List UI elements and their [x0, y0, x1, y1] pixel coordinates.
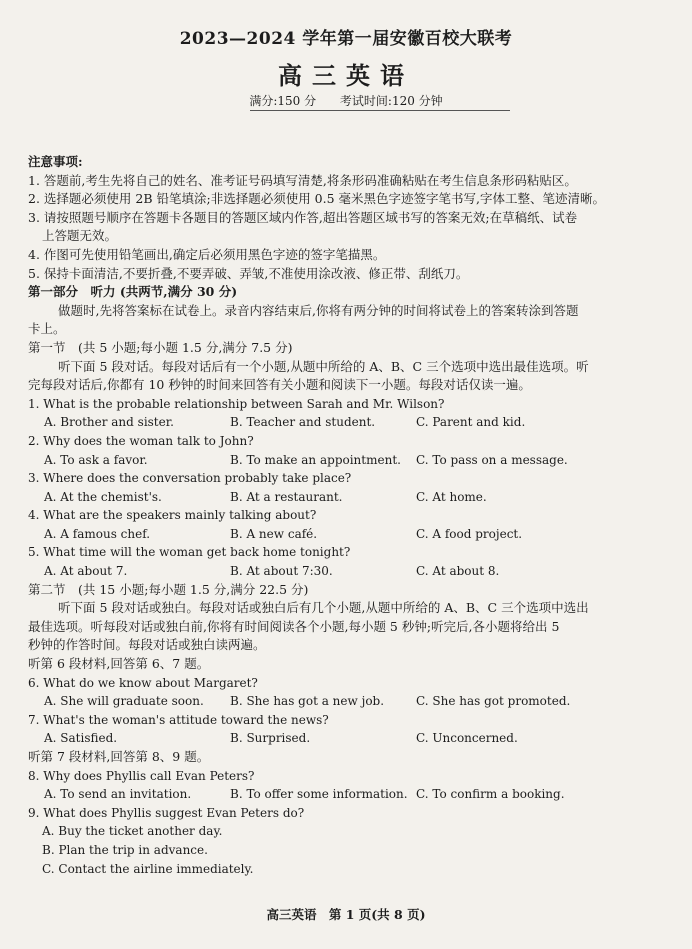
option-c: C. At home. — [416, 489, 487, 504]
option-b: B. A new café. — [230, 526, 318, 541]
option-c: C. Unconcerned. — [416, 731, 518, 746]
section2-instruction: 听下面 5 段对话或独白。每段对话或独白后有几个小题,从题中所给的 A、B、C 三个选项中选出 — [58, 600, 589, 616]
option-c: C. To confirm a booking. — [416, 787, 565, 802]
material-7: 听第 7 段材料,回答第 8、9 题。 — [28, 749, 210, 764]
material-6: 听第 6 段材料,回答第 6、7 题。 — [28, 656, 210, 672]
notice-item: 1. 答题前,考生先将自己的姓名、准考证号码填写清楚,将条形码准确粘贴在考生信息条形码粘贴区。 — [28, 172, 577, 188]
notice-title: 注意事项: — [28, 154, 83, 169]
part1-instruction: 做题时,先将答案标在试卷上。录音内容结束后,你将有两分钟的时间将试卷上的答案转涂到答题 — [58, 302, 579, 318]
options-1 — [28, 413, 668, 432]
option-a: A. To ask a favor. — [44, 452, 148, 467]
section1-instruction: 听下面 5 段对话。每段对话后有一个小题,从题中所给的 A、B、C 三个选项中选出最佳选项。听 — [58, 358, 589, 374]
option-a: A. Satisfied. — [44, 731, 118, 746]
options-7 — [28, 729, 668, 748]
notice-item: 2. 选择题必须使用 2B 铅笔填涂;非选择题必须使用 0.5 毫米黑色字迹签字笔书写,字体工整、笔迹清晰。 — [28, 191, 605, 207]
question-6: 6. What do we know about Margaret? — [28, 675, 258, 690]
option-b: B. Teacher and student. — [230, 415, 376, 430]
options-8 — [28, 785, 668, 804]
header-divider — [250, 110, 510, 111]
option-c: C. Parent and kid. — [416, 415, 526, 430]
notice-item: 4. 作图可先使用铅笔画出,确定后必须用黑色字迹的签字笔描黑。 — [28, 246, 386, 262]
option-c: C. Contact the airline immediately. — [42, 861, 254, 876]
option-b: B. Surprised. — [230, 731, 311, 746]
section1-instruction: 完每段对话后,你都有 10 秒钟的时间来回答有关小题和阅读下一小题。每段对话仅读一遍。 — [28, 377, 531, 393]
question-7: 7. What's the woman's attitude toward the news? — [28, 712, 329, 727]
subject-title: 高三英语 — [278, 61, 414, 90]
question-9: 9. What does Phyllis suggest Evan Peters do? — [28, 805, 305, 820]
exam-name: 2023—2024 学年第一届安徽百校大联考 — [179, 29, 513, 49]
question-8: 8. Why does Phyllis call Evan Peters? — [28, 768, 255, 783]
question-1: 1. What is the probable relationship between Sarah and Mr. Wilson? — [28, 396, 445, 411]
notice-item: 5. 保持卡面清洁,不要折叠,不要弄破、弄皱,不准使用涂改液、修正带、刮纸刀。 — [28, 265, 469, 281]
option-a: A. At about 7. — [44, 564, 128, 579]
option-c: C. To pass on a message. — [416, 452, 568, 467]
part1-title: 第一部分 听力 (共两节,满分 30 分) — [28, 284, 238, 300]
options-4 — [28, 525, 668, 544]
options-5 — [28, 562, 668, 581]
option-b: B. To offer some information. — [230, 787, 408, 802]
section1-title: 第一节 (共 5 小题;每小题 1.5 分,满分 7.5 分) — [28, 339, 293, 355]
exam-body — [28, 153, 668, 878]
notice-item: 上答题无效。 — [42, 228, 118, 244]
section2-instruction: 秒钟的作答时间。每段对话或独白读两遍。 — [28, 637, 266, 653]
option-b: B. She has got a new job. — [230, 694, 385, 709]
question-5: 5. What time will the woman get back home tonight? — [28, 545, 351, 560]
option-c: C. She has got promoted. — [416, 694, 571, 709]
option-b: B. At a restaurant. — [230, 489, 343, 504]
section2-instruction: 最佳选项。听每段对话或独白前,你将有时间阅读各个小题,每小题 5 秒钟;听完后,各小题将给出 5 — [28, 618, 560, 634]
section2-title: 第二节 (共 15 小题;每小题 1.5 分,满分 22.5 分) — [28, 581, 309, 597]
notice-item: 3. 请按照题号顺序在答题卡各题目的答题区域内作答,超出答题区域书写的答案无效;在草稿纸、试卷 — [28, 209, 578, 225]
exam-meta — [0, 92, 692, 109]
option-c: C. A food project. — [416, 526, 523, 541]
footer-subject: 高三英语 — [266, 907, 317, 922]
option-a: A. At the chemist's. — [44, 489, 162, 504]
part1-instruction: 卡上。 — [28, 321, 66, 337]
option-c: C. At about 8. — [416, 564, 500, 579]
question-3: 3. Where does the conversation probably take place? — [28, 471, 352, 486]
option-b: B. At about 7:30. — [230, 564, 333, 579]
options-6 — [28, 692, 668, 711]
option-a: A. A famous chef. — [44, 526, 151, 541]
option-a: A. Buy the ticket another day. — [42, 824, 223, 839]
option-a: A. Brother and sister. — [44, 415, 174, 430]
options-3 — [28, 488, 668, 507]
option-b: B. To make an appointment. — [230, 452, 401, 467]
option-b: B. Plan the trip in advance. — [42, 842, 208, 857]
option-a: A. She will graduate soon. — [44, 694, 204, 709]
question-2: 2. Why does the woman talk to John? — [28, 433, 254, 448]
options-2 — [28, 451, 668, 470]
full-score: 满分:150 分 — [249, 94, 317, 108]
page-footer — [0, 905, 692, 923]
page-number: 第 1 页(共 8 页) — [328, 907, 426, 922]
exam-time: 考试时间:120 分钟 — [339, 94, 443, 108]
option-a: A. To send an invitation. — [44, 787, 192, 802]
question-4: 4. What are the speakers mainly talking about? — [28, 508, 317, 523]
